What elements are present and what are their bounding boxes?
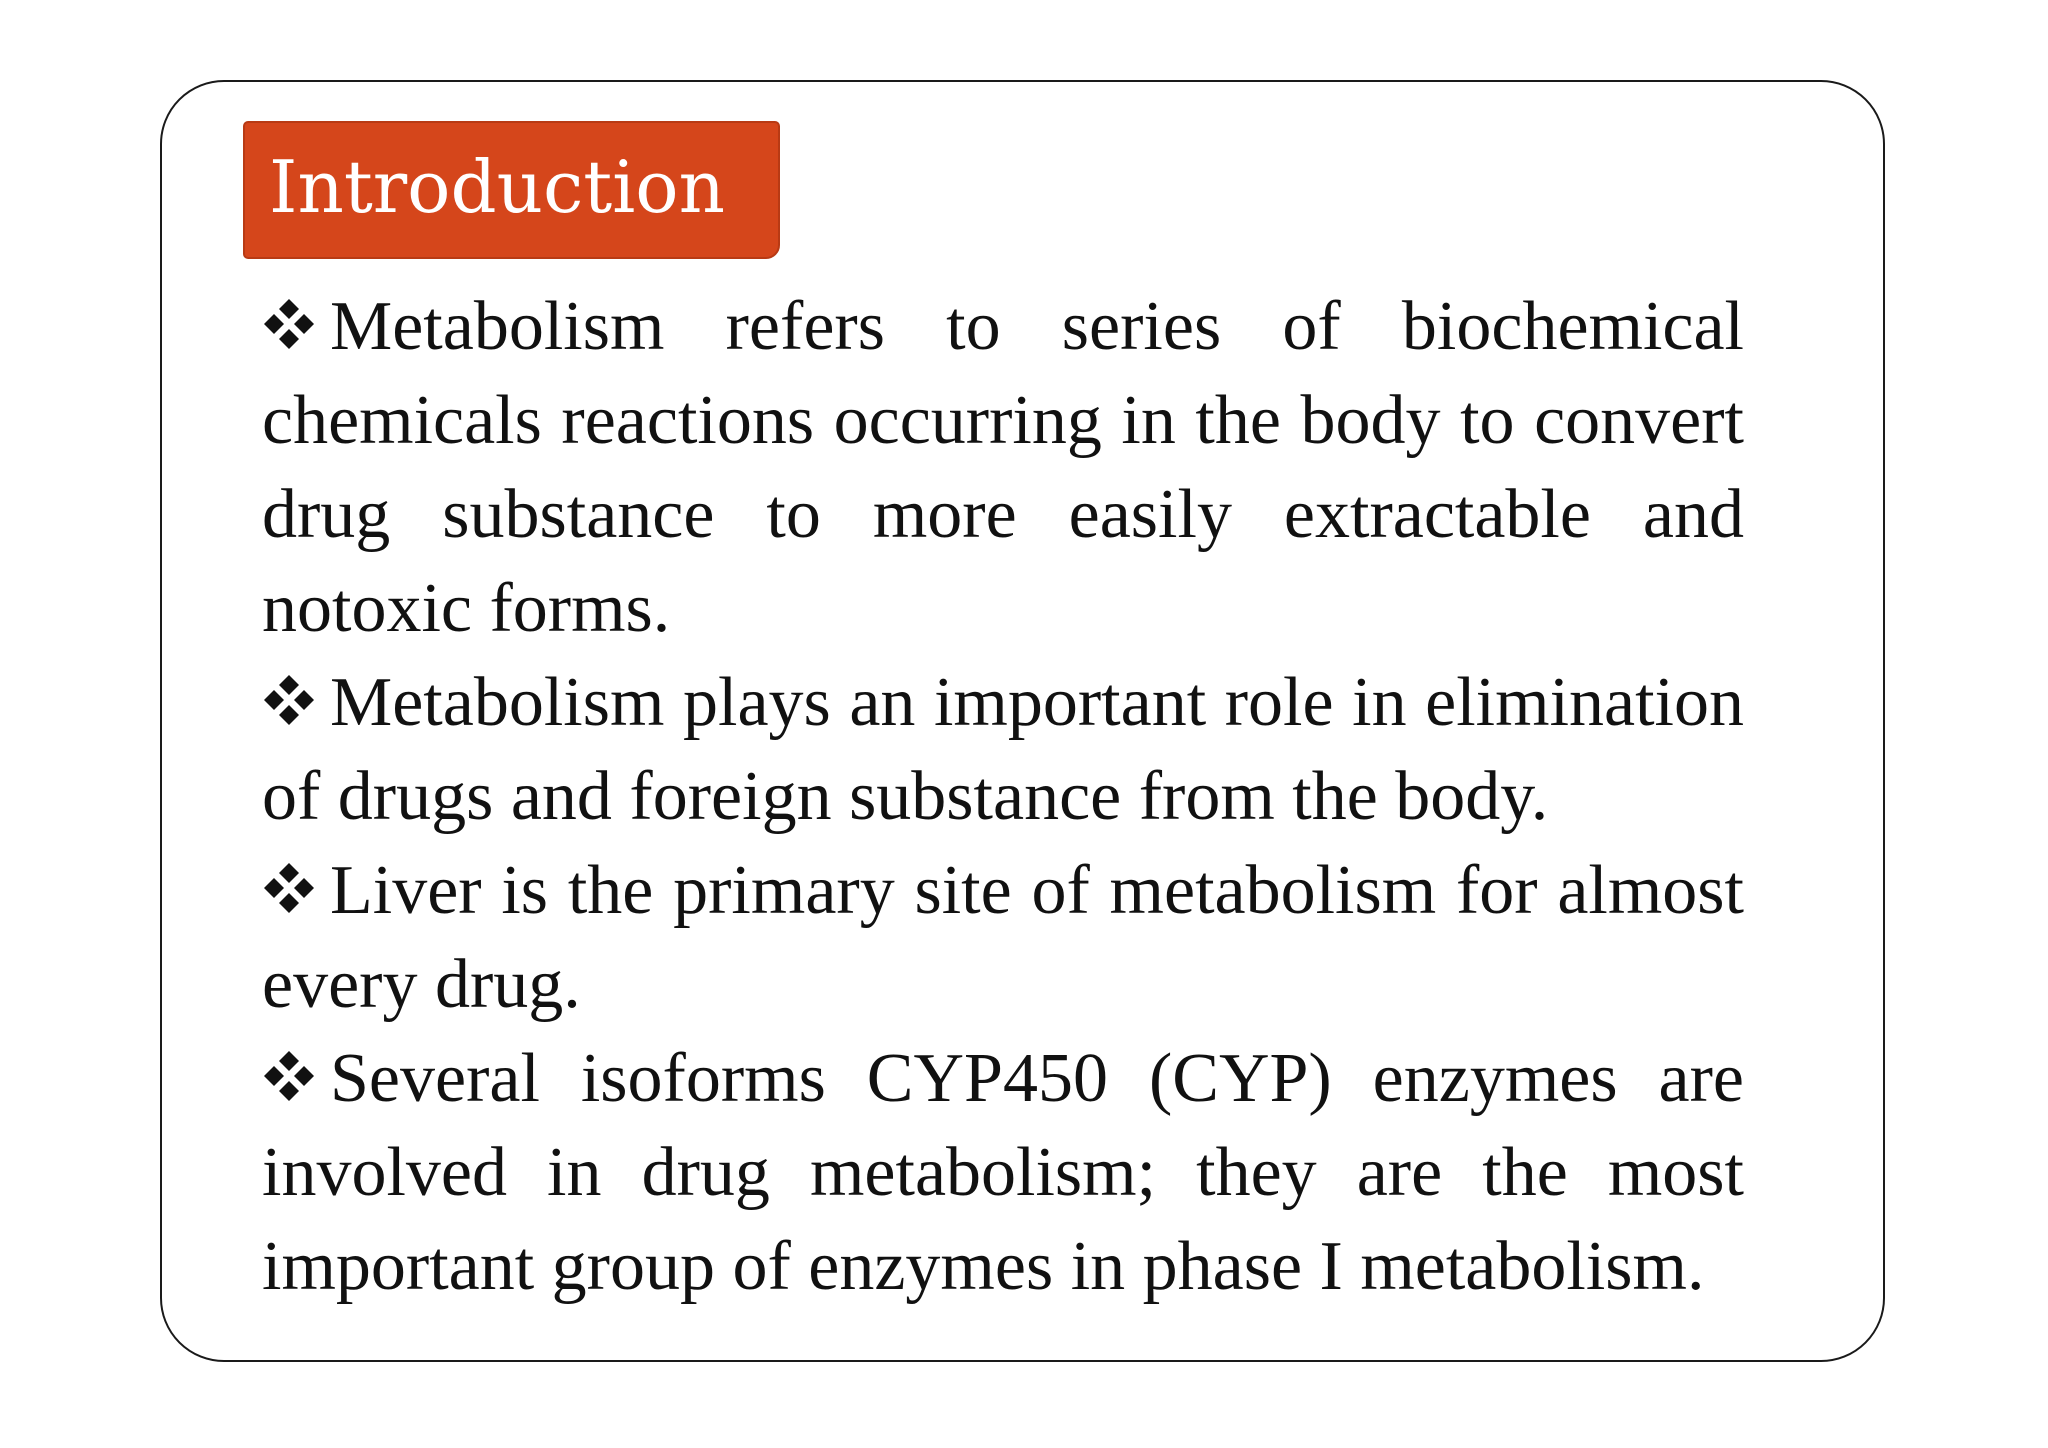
bullet-text: Several isoforms CYP450 (CYP) enzymes are involved in drug metabolism; they are the most important group of enzymes in phase I metabolism. (262, 1040, 1744, 1305)
four-diamond-bullet-icon (262, 1049, 316, 1103)
four-diamond-bullet-icon (262, 673, 316, 727)
bullet-item (262, 656, 1744, 844)
slide-title: Introduction (269, 145, 725, 229)
bullet-item (262, 280, 1744, 656)
bullet-list (262, 280, 1744, 1314)
bullet-text: Metabolism plays an important role in elimination of drugs and foreign substance from the body. (262, 664, 1744, 835)
four-diamond-bullet-icon (262, 297, 316, 351)
bullet-text: Metabolism refers to series of biochemical chemicals reactions occurring in the body to convert drug substance to more easily extractable and notoxic forms. (262, 288, 1744, 647)
bullet-item (262, 1032, 1744, 1314)
bullet-text: Liver is the primary site of metabolism for almost every drug. (262, 852, 1744, 1023)
four-diamond-bullet-icon (262, 861, 316, 915)
bullet-item (262, 844, 1744, 1032)
title-banner (243, 121, 780, 259)
